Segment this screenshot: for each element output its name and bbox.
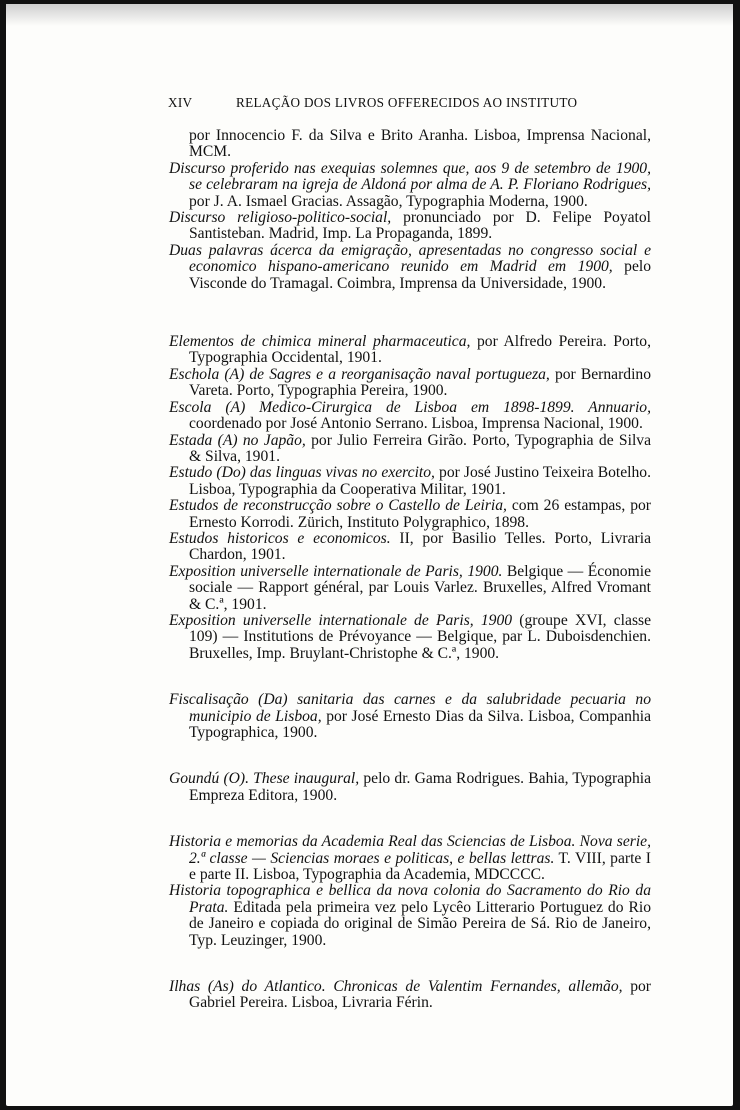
section-d [169,128,651,292]
catalog-entry [169,334,651,367]
page-number: XIV [168,95,193,110]
entry-text: pelo Visconde do Tramagal. Coimbra, Imprensa da Universidade, 1900. [189,258,652,292]
entry-title: Historia e memorias da Academia Real das Sciencias de Lisboa. Nova serie, 2.ª classe — Sciencias moraes e politicas, e bellas lettras. [169,833,651,867]
entry-title: Ilhas (As) do Atlantico. Chronicas de Valentim Fernandes, allemão, [169,978,623,996]
section-e [169,334,651,662]
catalog-entry [169,564,651,613]
catalog-entry [169,979,651,1012]
catalog-entry [169,692,651,741]
catalog-content [169,128,651,1042]
entry-text: (groupe XVI, classe 109) — Institutions de Prévoyance — Belgique, par L. Duboisdenchien. Bruxelles, Imp. Bruylant-Christophe & C.ª, 1900. [189,611,651,662]
catalog-entry [169,498,651,531]
entry-title: Estudo (Do) das linguas vivas no exercito, [169,464,435,482]
entry-title: Escola (A) Medico-Cirurgica de Lisboa em 1898-1899. Annuario, [169,398,651,416]
entry-title: Exposition universelle internationale de Paris, 1900 [169,611,513,629]
catalog-entry [169,400,651,433]
entry-title: Fiscalisação (Da) sanitaria das carnes e da salubridade pecuaria no municipio de Lisboa, [169,691,651,725]
entry-text: coordenado por José Antonio Serrano. Lisboa, Imprensa Nacional, 1900. [189,415,643,433]
entry-text: por Alfredo Pereira. Porto, Typographia Occidental, 1901. [189,333,651,367]
catalog-entry [169,433,651,466]
entry-text: por Gabriel Pereira. Lisboa, Livraria Férin. [189,978,651,1012]
entry-title: Eschola (A) de Sagres e a reorganisação naval portugueza, [169,365,550,383]
catalog-entry [169,161,651,210]
entry-text: por J. A. Ismael Gracias. Assagão, Typographia Moderna, 1900. [189,192,588,210]
section-g [169,771,651,804]
entry-title: Estudos de reconstrucção sobre o Castello de Leiria, [169,497,507,515]
running-title: RELAÇÃO DOS LIVROS OFFERECIDOS AO INSTITUTO [236,95,578,110]
entry-text: pronunciado por D. Felipe Poyatol Santisteban. Madrid, Imp. La Propaganda, 1899. [189,209,651,243]
catalog-entry [169,243,651,292]
section-f [169,692,651,741]
catalog-entry [169,367,651,400]
catalog-entry [169,771,651,804]
entry-text: por Julio Ferreira Girão. Porto, Typographia de Silva & Silva, 1901. [189,431,651,465]
catalog-entry [169,465,651,498]
entry-text: por José Justino Teixeira Botelho. Lisboa, Typographia da Cooperativa Militar, 1901. [189,464,651,498]
catalog-entry [169,531,651,564]
entry-title: Goundú (O). These inaugural, [169,770,360,788]
section-i [169,979,651,1012]
entry-title: Historia topographica e bellica da nova colonia do Sacramento do Rio da Prata. [169,882,651,916]
catalog-entry [169,883,651,949]
catalog-entry [169,613,651,662]
entry-text: Editada pela primeira vez pelo Lycêo Litterario Portuguez do Rio de Janeiro e copiada do original de Simão Pereira de Sá. Rio de Janeiro, Typ. Leuzinger, 1900. [189,898,651,949]
catalog-entry [169,210,651,243]
catalog-entry [169,834,651,883]
entry-text: por José Ernesto Dias da Silva. Lisboa, Companhia Typographica, 1900. [189,707,651,741]
entry-title: Estada (A) no Japão, [169,431,306,449]
entry-title: Exposition universelle internationale de Paris, 1900. [169,562,503,580]
entry-title: Elementos de chimica mineral pharmaceutica, [169,333,471,351]
entry-text: por Bernardino Vareta. Porto, Typographia Pereira, 1900. [189,365,651,400]
entry-text: Belgique — Économie sociale — Rapport général, par Louis Varlez. Bruxelles, Alfred Vromant & C.ª, 1901. [189,562,651,613]
entry-title: Discurso religioso-politico-social, [169,209,392,227]
entry-text: com 26 estampas, por Ernesto Korrodi. Zürich, Instituto Polygraphico, 1898. [189,497,651,531]
book-page [6,4,733,1106]
entry-title: Discurso proferido nas exequias solemnes que, aos 9 de setembro de 1900, se celebraram na igreja de Aldoná por alma de A. P. Floriano Rodrigues, [169,159,651,194]
entry-text: por Innocencio F. da Silva e Brito Aranha. Lisboa, Imprensa Nacional, MCM. [189,127,651,161]
entry-text: T. VIII, parte I e parte II. Lisboa, Typographia da Academia, MDCCCC. [189,849,651,884]
entry-title: Estudos historicos e economicos. [169,529,391,547]
entry-title: Duas palavras ácerca da emigração, apresentadas no congresso social e economico hispano-americano reunido em Madrid em 1900, [169,241,651,276]
section-h [169,834,651,949]
entry-text: II, por Basilio Telles. Porto, Livraria Chardon, 1901. [189,529,651,564]
catalog-entry [169,128,651,161]
entry-text: pelo dr. Gama Rodrigues. Bahia, Typographia Empreza Editora, 1900. [189,770,652,804]
